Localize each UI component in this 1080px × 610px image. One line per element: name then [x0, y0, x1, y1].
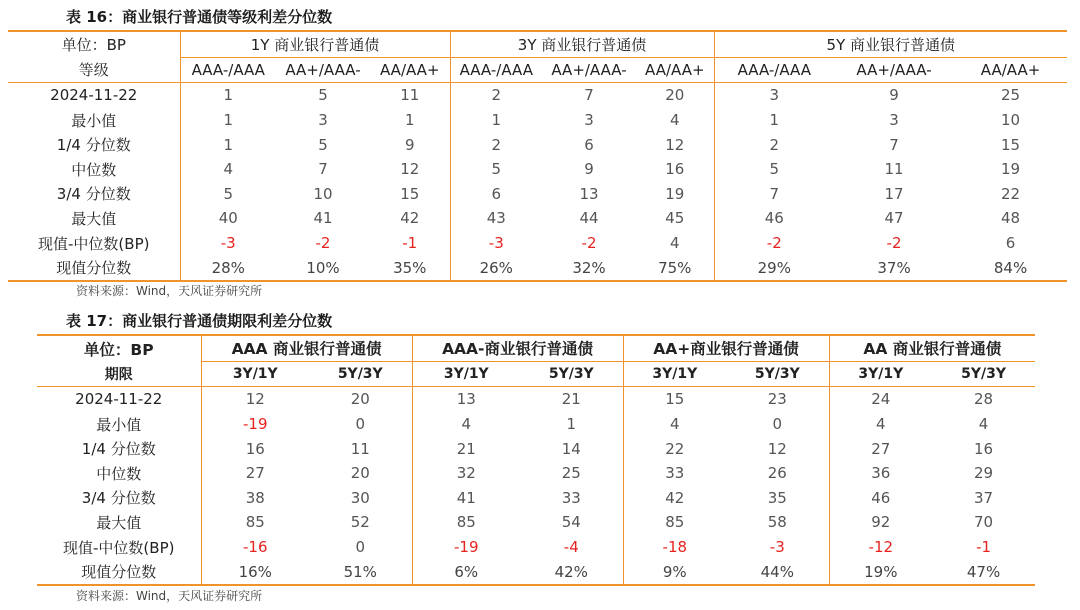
header-row: [37, 335, 1035, 361]
row-label: 1/4 分位数: [81, 440, 156, 459]
column-header: AA/AA+: [370, 57, 450, 83]
table-cell: 44%: [726, 559, 829, 585]
table-cell: 32%: [542, 255, 636, 281]
table-cell: 38: [201, 486, 309, 511]
table-cell: 22: [623, 436, 726, 461]
table-cell: 10: [313, 184, 333, 203]
table-cell: 16: [201, 436, 309, 461]
table-cell: -1: [976, 538, 992, 557]
table-cell: 37%: [834, 255, 954, 281]
table-cell: 33: [561, 488, 581, 507]
table16-title: 表 16：商业银行普通债等级利差分位数: [66, 8, 333, 26]
table-row: [37, 436, 1035, 461]
table-cell: 22: [1001, 184, 1021, 203]
table-cell: 17: [884, 184, 904, 203]
row-label: 3/4 分位数: [56, 185, 131, 204]
table-cell: 7: [318, 160, 328, 179]
table-cell: 15: [400, 184, 420, 203]
table-row: [8, 206, 1067, 231]
header-row: [8, 31, 1067, 57]
table-cell: 30: [350, 488, 370, 507]
table-row: [37, 535, 1035, 560]
table-cell: 5: [318, 135, 328, 154]
table-cell: -2: [581, 234, 597, 253]
table-cell: 5: [180, 182, 276, 207]
table-cell: 28: [974, 390, 994, 409]
unit-label: 单位：BP: [8, 31, 180, 57]
table-cell: 44: [579, 209, 599, 228]
row-label: 现值-中位数(BP): [38, 234, 150, 253]
table-cell: 10: [1001, 111, 1021, 130]
table-cell: 32: [412, 461, 520, 486]
dimension-label: 期限: [37, 361, 201, 387]
table-cell: -4: [563, 538, 579, 557]
row-label: 中位数: [71, 160, 117, 179]
table-cell: 84%: [954, 255, 1067, 281]
table-cell: 85: [623, 510, 726, 535]
table-cell: 11: [884, 160, 904, 179]
table-cell: 4: [623, 412, 726, 437]
group-header: 1Y 商业银行普通债: [180, 31, 450, 57]
column-header: 5Y/3Y: [309, 361, 412, 387]
table-cell: 4: [670, 234, 680, 253]
table-cell: 46: [714, 206, 834, 231]
table-cell: 1: [404, 111, 415, 130]
table-cell: 16%: [201, 559, 309, 585]
table-cell: 47%: [932, 559, 1035, 585]
table-cell: 52: [350, 513, 370, 532]
table-cell: 11: [350, 439, 370, 458]
column-header: 5Y/3Y: [932, 361, 1035, 387]
row-label: 3/4 分位数: [81, 489, 156, 508]
table-cell: -16: [201, 535, 309, 560]
table-cell: 3: [318, 111, 328, 130]
table-cell: 33: [623, 461, 726, 486]
table-cell: 20: [665, 86, 685, 105]
table-cell: 58: [767, 513, 787, 532]
table-cell: 7: [714, 182, 834, 207]
table-cell: 9: [404, 135, 415, 154]
column-header: 5Y/3Y: [726, 361, 829, 387]
group-header: 5Y 商业银行普通债: [714, 31, 1067, 57]
column-header: 5Y/3Y: [520, 361, 623, 387]
table-row: [37, 387, 1035, 412]
table-cell: -2: [315, 234, 331, 253]
table-cell: 13: [412, 387, 520, 412]
column-header: 3Y/1Y: [829, 361, 932, 387]
table-cell: 5: [450, 157, 542, 182]
column-header: AAA-/AAA: [180, 57, 276, 83]
table-row: [37, 559, 1035, 585]
table-cell: 43: [450, 206, 542, 231]
table-cell: 26%: [450, 255, 542, 281]
table-cell: 2: [450, 83, 542, 108]
table-cell: 11: [400, 86, 420, 105]
table-cell: 48: [1001, 209, 1021, 228]
table-row: [8, 182, 1067, 207]
subheader-row: [37, 361, 1035, 387]
table-cell: 24: [829, 387, 932, 412]
table-cell: 1: [450, 108, 542, 133]
table-cell: 5: [714, 157, 834, 182]
table-cell: 4: [978, 415, 989, 434]
column-header: AAA-/AAA: [450, 57, 542, 83]
table-cell: 25: [561, 464, 581, 483]
table-cell: 1: [180, 83, 276, 108]
table-cell: 9%: [623, 559, 726, 585]
table-cell: 9: [889, 86, 899, 105]
table-cell: 0: [355, 538, 366, 557]
table-cell: 85: [201, 510, 309, 535]
table-cell: 75%: [636, 255, 714, 281]
table-cell: 37: [974, 488, 994, 507]
table17: [37, 334, 1035, 586]
table-cell: -1: [402, 234, 418, 253]
column-header: 3Y/1Y: [623, 361, 726, 387]
row-label: 1/4 分位数: [56, 136, 131, 155]
table-cell: 15: [623, 387, 726, 412]
table-cell: 20: [350, 390, 370, 409]
table-row: [8, 157, 1067, 182]
table-row: [37, 486, 1035, 511]
table-cell: 7: [889, 135, 899, 154]
table-cell: 12: [665, 135, 685, 154]
table16: [8, 30, 1067, 282]
table-cell: 15: [1001, 135, 1021, 154]
table-cell: 20: [350, 464, 370, 483]
table-cell: 3: [714, 83, 834, 108]
column-header: AA/AA+: [954, 57, 1067, 83]
table-cell: 29%: [714, 255, 834, 281]
table-cell: 1: [180, 132, 276, 157]
table-cell: 35: [767, 488, 787, 507]
table-cell: 12: [400, 160, 420, 179]
table-cell: 28%: [180, 255, 276, 281]
table-cell: 92: [829, 510, 932, 535]
row-label: 现值分位数: [37, 559, 201, 585]
table-cell: 35%: [370, 255, 450, 281]
table-cell: 10%: [276, 255, 370, 281]
table-row: [8, 132, 1067, 157]
table-cell: 14: [561, 439, 581, 458]
table-cell: 7: [584, 86, 594, 105]
table-cell: -3: [180, 231, 276, 256]
table-cell: -19: [201, 412, 309, 437]
table16-source: 资料来源：Wind，天风证券研究所: [76, 284, 263, 298]
table-cell: 27: [829, 436, 932, 461]
row-label: 2024-11-22: [75, 390, 163, 409]
column-header: AAA-/AAA: [714, 57, 834, 83]
table-cell: -19: [412, 535, 520, 560]
table-cell: 26: [767, 464, 787, 483]
table-cell: 54: [561, 513, 581, 532]
table-cell: 4: [670, 111, 680, 130]
table-cell: 1: [180, 108, 276, 133]
table-cell: -3: [450, 231, 542, 256]
table-cell: 27: [201, 461, 309, 486]
row-label: 最小值: [96, 415, 142, 434]
table-cell: 45: [665, 209, 685, 228]
table-cell: 40: [180, 206, 276, 231]
table-cell: 23: [767, 390, 787, 409]
table-cell: 3: [584, 111, 594, 130]
table-cell: 5: [318, 86, 328, 105]
table-cell: 6: [584, 135, 594, 154]
group-header: AAA 商业银行普通债: [201, 335, 412, 361]
table-cell: 6: [1005, 234, 1016, 253]
table-row: [8, 255, 1067, 281]
group-header: 3Y 商业银行普通债: [450, 31, 714, 57]
table-cell: 3: [889, 111, 899, 130]
row-label: 2024-11-22: [50, 86, 138, 105]
table17-source: 资料来源：Wind，天风证券研究所: [76, 589, 263, 603]
row-label: 最大值: [71, 209, 117, 228]
table-cell: 70: [974, 513, 994, 532]
column-header: 3Y/1Y: [412, 361, 520, 387]
table-cell: 19: [1001, 160, 1021, 179]
table-cell: -2: [714, 231, 834, 256]
table-row: [8, 83, 1067, 108]
column-header: AA/AA+: [636, 57, 714, 83]
column-header: AA+/AAA-: [542, 57, 636, 83]
group-header: AAA-商业银行普通债: [412, 335, 623, 361]
table-cell: 12: [767, 439, 787, 458]
table-cell: 6%: [412, 559, 520, 585]
row-label: 最小值: [71, 111, 117, 130]
column-header: AA+/AAA-: [834, 57, 954, 83]
table-cell: 21: [412, 436, 520, 461]
table-cell: 19: [665, 184, 685, 203]
table-cell: 85: [412, 510, 520, 535]
table-row: [37, 510, 1035, 535]
table-row: [37, 461, 1035, 486]
group-header: AA 商业银行普通债: [829, 335, 1035, 361]
group-header: AA+商业银行普通债: [623, 335, 829, 361]
table-cell: 1: [566, 415, 577, 434]
table-cell: 2: [450, 132, 542, 157]
table-cell: 4: [829, 412, 932, 437]
table-cell: 16: [665, 160, 685, 179]
table-cell: 42: [400, 209, 420, 228]
table-row: [37, 412, 1035, 437]
table-cell: 51%: [309, 559, 412, 585]
table-cell: 0: [355, 415, 366, 434]
table-cell: 16: [974, 439, 994, 458]
dimension-label: 等级: [8, 57, 180, 83]
column-header: 3Y/1Y: [201, 361, 309, 387]
row-label: 中位数: [96, 464, 142, 483]
table-cell: 9: [584, 160, 594, 179]
table-cell: 29: [974, 464, 994, 483]
table-cell: 4: [412, 412, 520, 437]
table-row: [8, 108, 1067, 133]
table-cell: 41: [313, 209, 333, 228]
table-row: [8, 231, 1067, 256]
column-header: AA+/AAA-: [276, 57, 370, 83]
table-cell: 36: [829, 461, 932, 486]
table-cell: 41: [412, 486, 520, 511]
table-cell: 1: [714, 108, 834, 133]
table-cell: 47: [884, 209, 904, 228]
table-cell: 42: [623, 486, 726, 511]
table-cell: 2: [714, 132, 834, 157]
table-cell: 13: [579, 184, 599, 203]
row-label: 最大值: [96, 513, 142, 532]
table-cell: -18: [623, 535, 726, 560]
table-cell: 46: [829, 486, 932, 511]
table-cell: 4: [180, 157, 276, 182]
table-cell: 25: [1001, 86, 1021, 105]
subheader-row: [8, 57, 1067, 83]
table-cell: -3: [769, 538, 785, 557]
table17-title: 表 17：商业银行普通债期限利差分位数: [66, 312, 333, 330]
table-cell: -2: [886, 234, 902, 253]
row-label: 现值-中位数(BP): [63, 538, 175, 557]
row-label: 现值分位数: [8, 255, 180, 281]
table-cell: 6: [450, 182, 542, 207]
table-cell: 42%: [520, 559, 623, 585]
table-cell: -12: [829, 535, 932, 560]
table-cell: 12: [201, 387, 309, 412]
table-cell: 0: [772, 415, 783, 434]
table-cell: 21: [561, 390, 581, 409]
table-cell: 19%: [829, 559, 932, 585]
unit-label: 单位：BP: [37, 335, 201, 361]
